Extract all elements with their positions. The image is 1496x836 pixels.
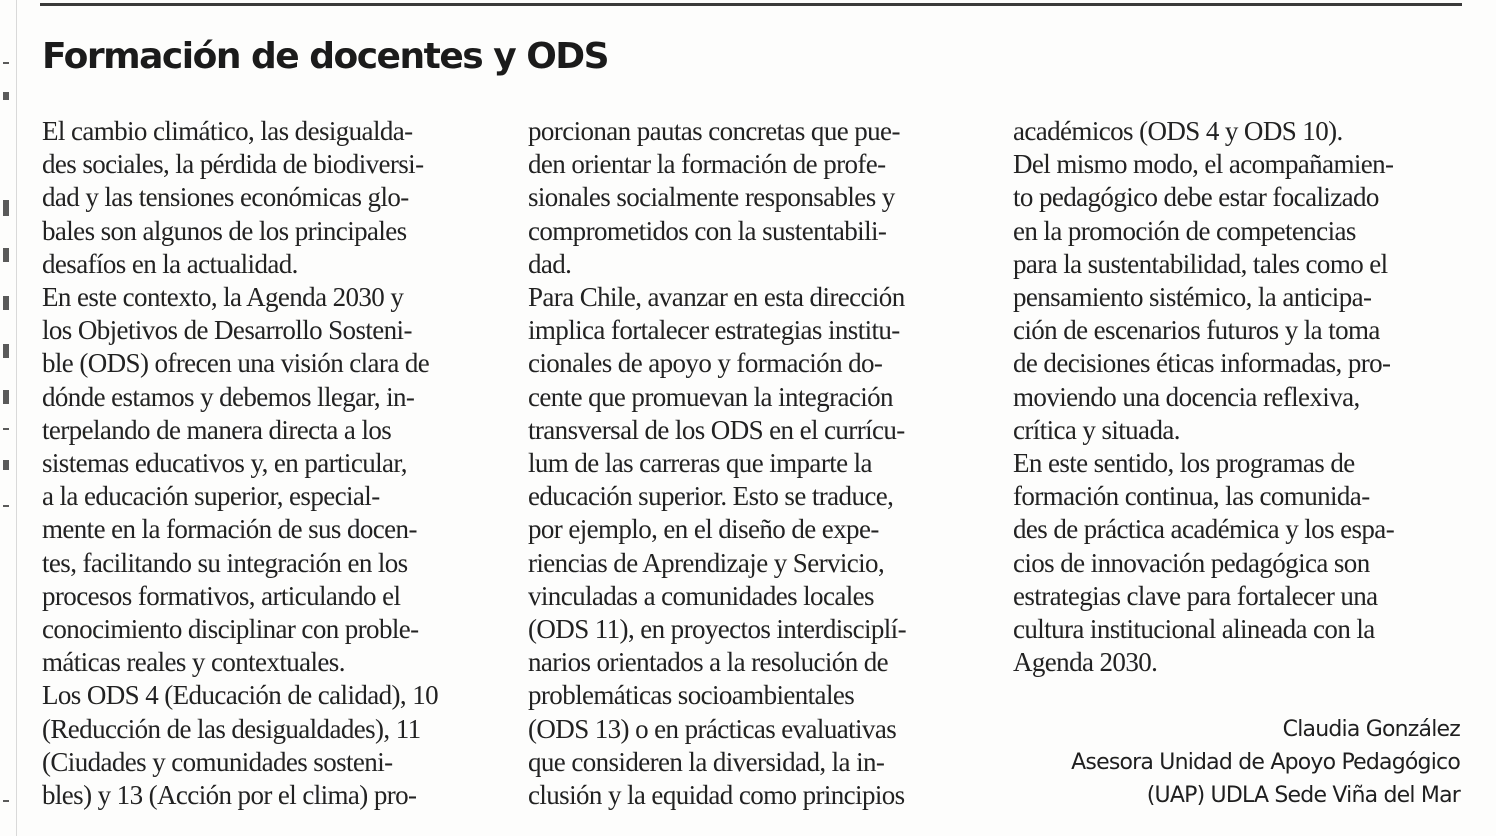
text-line: conocimiento disciplinar con proble- [42, 614, 419, 645]
margin-mark [3, 390, 9, 404]
margin-mark [3, 800, 9, 802]
margin-mark [3, 248, 9, 262]
text-line: educación superior. Esto se traduce, [528, 481, 894, 512]
text-line: dad y las tensiones económicas glo- [42, 182, 409, 213]
text-line: moviendo una docencia reflexiva, [1013, 381, 1360, 412]
margin-mark [3, 62, 9, 64]
text-line: (Ciudades y comunidades sosteni- [42, 746, 393, 777]
text-line: des sociales, la pérdida de biodiversi- [42, 149, 424, 180]
text-line: implica fortalecer estrategias institu- [528, 315, 900, 346]
article-title: Formación de docentes y ODS [42, 36, 609, 77]
top-rule [40, 3, 1462, 6]
text-line: pensamiento sistémico, la anticipa- [1013, 282, 1372, 313]
author-signature [1071, 713, 1460, 812]
text-line: bales son algunos de los principales [42, 215, 407, 246]
text-line: los Objetivos de Desarrollo Sosteni- [42, 315, 412, 346]
text-line: En este contexto, la Agenda 2030 y [42, 282, 404, 313]
text-line: riencias de Aprendizaje y Servicio, [528, 547, 885, 578]
text-line: dónde estamos y debemos llegar, in- [42, 381, 415, 412]
text-line: Los ODS 4 (Educación de calidad), 10 [42, 680, 439, 711]
text-line: cente que promuevan la integración [528, 381, 893, 412]
text-line: clusión y la equidad como principios [528, 780, 905, 811]
text-line: (ODS 11), en proyectos interdisciplí- [528, 614, 906, 645]
adjacent-column-edge [0, 0, 17, 836]
text-line: porcionan pautas concretas que pue- [528, 116, 900, 146]
text-line: mente en la formación de sus docen- [42, 514, 417, 545]
text-line: que consideren la diversidad, la in- [528, 746, 885, 777]
text-line: Para Chile, avanzar en esta dirección [528, 282, 905, 313]
text-line: ción de escenarios futuros y la toma [1013, 315, 1380, 346]
text-line: para la sustentabilidad, tales como el [1013, 248, 1388, 279]
text-line: narios orientados a la resolución de [528, 647, 889, 678]
text-line: comprometidos con la sustentabili- [528, 215, 887, 246]
article-column-1 [42, 115, 492, 812]
text-line: den orientar la formación de profe- [528, 149, 886, 180]
text-line: (ODS 13) o en prácticas evaluativas [528, 713, 897, 744]
text-line: cultura institucional alineada con la [1013, 614, 1375, 645]
text-line: (Reducción de las desigualdades), 11 [42, 713, 421, 744]
text-line: por ejemplo, en el diseño de expe- [528, 514, 879, 545]
text-line: sionales socialmente responsables y [528, 182, 895, 213]
text-line: en la promoción de competencias [1013, 215, 1356, 246]
article-column-3 [1013, 115, 1463, 679]
text-line: transversal de los ODS en el currícu- [528, 414, 905, 445]
text-line: terpelando de manera directa a los [42, 414, 392, 445]
text-line: académicos (ODS 4 y ODS 10). [1013, 116, 1343, 146]
text-line: vinculadas a comunidades locales [528, 580, 874, 611]
text-line: Agenda 2030. [1013, 647, 1158, 678]
margin-mark [3, 460, 9, 470]
text-line: a la educación superior, especial- [42, 481, 380, 512]
margin-mark [3, 296, 9, 310]
text-line: de decisiones éticas informadas, pro- [1013, 348, 1391, 379]
author-name: Claudia González [1282, 717, 1460, 742]
text-line: estrategias clave para fortalecer una [1013, 580, 1378, 611]
text-line: En este sentido, los programas de [1013, 448, 1355, 479]
text-line: formación continua, las comunida- [1013, 481, 1370, 512]
margin-mark [3, 344, 9, 358]
text-line: crítica y situada. [1013, 414, 1180, 445]
text-line: máticas reales y contextuales. [42, 647, 345, 678]
margin-mark [3, 505, 9, 507]
margin-mark [3, 428, 9, 430]
text-line: desafíos en la actualidad. [42, 248, 298, 279]
text-line: tes, facilitando su integración en los [42, 547, 408, 578]
text-line: cionales de apoyo y formación do- [528, 348, 883, 379]
margin-mark [3, 200, 9, 216]
text-line: dad. [528, 248, 572, 279]
text-line: procesos formativos, articulando el [42, 580, 401, 611]
text-line: Del mismo modo, el acompañamien- [1013, 149, 1394, 180]
text-line: des de práctica académica y los espa- [1013, 514, 1395, 545]
article-column-2 [528, 115, 978, 812]
text-line: bles) y 13 (Acción por el clima) pro- [42, 780, 417, 811]
text-line: lum de las carreras que imparte la [528, 448, 872, 479]
text-line: problemáticas socioambientales [528, 680, 855, 711]
text-line: sistemas educativos y, en particular, [42, 448, 407, 479]
author-role: Asesora Unidad de Apoyo Pedagógico [1071, 750, 1460, 775]
text-line: cios de innovación pedagógica son [1013, 547, 1370, 578]
text-line: ble (ODS) ofrecen una visión clara de [42, 348, 430, 379]
text-line: El cambio climático, las desigualda- [42, 116, 413, 146]
author-affiliation: (UAP) UDLA Sede Viña del Mar [1146, 783, 1460, 808]
text-line: to pedagógico debe estar focalizado [1013, 182, 1379, 213]
margin-mark [3, 92, 9, 100]
